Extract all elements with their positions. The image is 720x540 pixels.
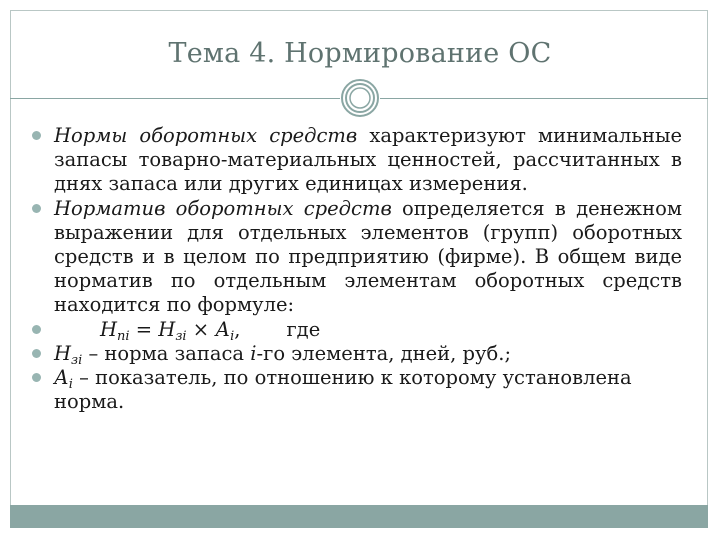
hz-symbol: Н <box>54 341 72 365</box>
bullet-ai-definition <box>30 366 682 414</box>
ai-sub: i <box>68 377 73 393</box>
ai-text: – показатель, по отношению к которому установлена норма. <box>54 366 632 414</box>
slide-title: Тема 4. Нормирование ОС <box>168 38 552 69</box>
formula-h2: Н <box>158 317 176 341</box>
hz-text-1: – норма запаса <box>82 341 251 365</box>
slide-content <box>30 124 682 414</box>
formula-eq: = <box>129 317 159 341</box>
title-divider-right <box>380 98 708 99</box>
term-normative: Норматив оборотных средств <box>54 196 392 220</box>
bullet-formula <box>30 318 682 342</box>
formula-sub-ni: ni <box>117 328 130 344</box>
hz-sub: зi <box>71 352 83 368</box>
bullet-normative-text: определяется в денежном выражении для отдельных элементов (групп) оборотных средств и в целом по предприятию (фирме). В общем виде норматив по отдельным элементам оборотных средств находится по формуле: <box>54 196 683 317</box>
bullet-dot-icon <box>32 373 41 382</box>
formula <box>100 317 241 344</box>
bullet-dot-icon <box>32 349 41 358</box>
formula-sub-i: i <box>230 328 235 344</box>
bullet-normative <box>30 197 682 318</box>
formula-times: × <box>186 317 216 341</box>
bullet-norms <box>30 124 682 197</box>
formula-sub-zi: зi <box>175 328 187 344</box>
bullet-dot-icon <box>32 204 41 213</box>
bullet-dot-icon <box>32 325 41 334</box>
formula-a: А <box>215 317 231 341</box>
formula-h: Н <box>100 317 118 341</box>
formula-where: где <box>286 317 321 341</box>
hz-i: i <box>250 341 257 365</box>
title-divider-left <box>10 98 340 99</box>
ai-symbol: А <box>54 366 69 390</box>
hz-text-2: -го элемента, дней, руб.; <box>256 341 512 365</box>
term-norms: Нормы оборотных средств <box>54 124 358 147</box>
bullet-norms-text: характеризуют минимальные запасы товарно-материальных ценностей, рассчитанных в днях запаса или других единицах измерения. <box>54 124 683 196</box>
bullet-dot-icon <box>32 131 41 140</box>
bottom-band <box>10 505 708 528</box>
ring-ornament-icon <box>340 78 380 118</box>
bullet-hz-definition <box>30 342 682 366</box>
formula-comma: , <box>234 317 241 341</box>
